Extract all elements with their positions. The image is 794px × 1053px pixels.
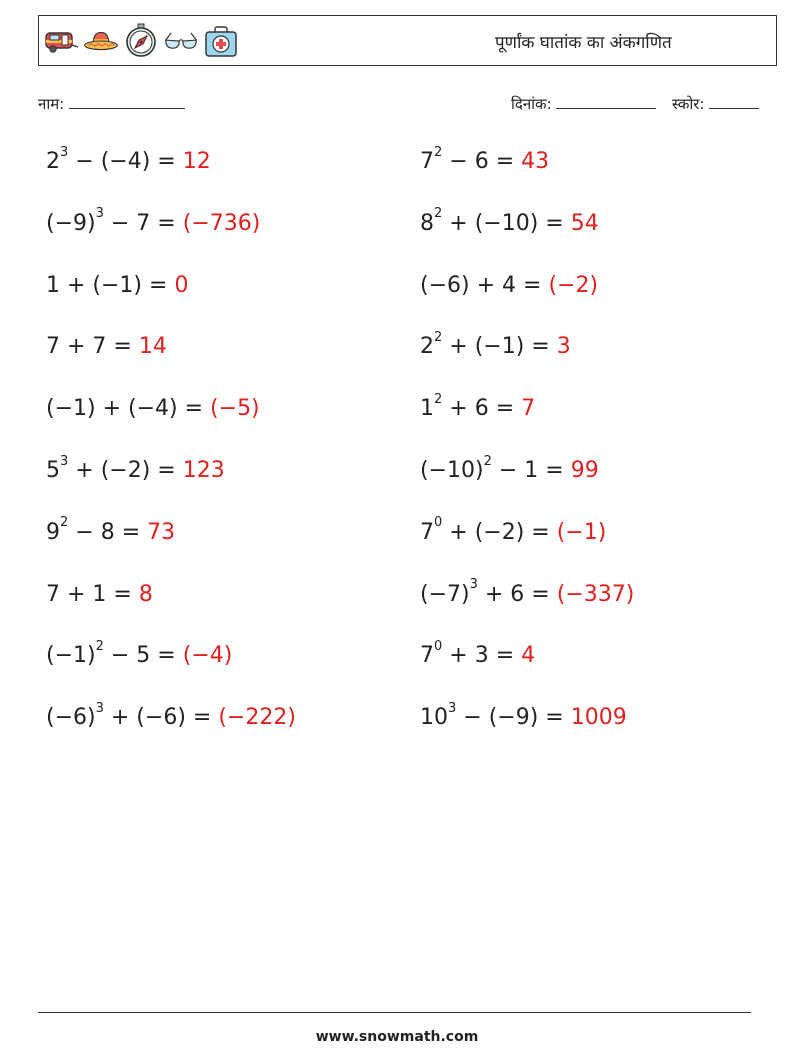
problem-answer: 3 xyxy=(556,334,571,360)
problem-item xyxy=(46,395,260,423)
problem-item xyxy=(46,144,211,176)
problem-answer: (−337) xyxy=(556,581,635,607)
problem-base: 7 + 7 = xyxy=(46,334,139,360)
problem-base: (−10) xyxy=(420,458,484,483)
problem-expression: − (−9) = xyxy=(456,705,571,731)
problem-answer: (−1) xyxy=(556,519,607,545)
problem-answer: 73 xyxy=(147,519,176,545)
problem-item xyxy=(46,453,225,485)
problem-exponent: 3 xyxy=(448,700,457,716)
problem-exponent: 3 xyxy=(95,700,104,716)
problem-item xyxy=(420,453,599,485)
problem-exponent: 2 xyxy=(483,453,492,469)
date-score-fields xyxy=(511,94,759,114)
problem-item xyxy=(420,272,598,300)
problem-base: 7 xyxy=(420,149,434,174)
problem-answer: 0 xyxy=(174,272,189,298)
problem-exponent: 2 xyxy=(434,144,443,160)
problem-answer: 43 xyxy=(521,149,550,174)
problem-item xyxy=(46,639,233,670)
problem-item xyxy=(420,700,627,732)
problem-base: (−7) xyxy=(420,581,470,607)
problem-item xyxy=(420,330,571,361)
problem-expression: − 5 = xyxy=(103,643,183,669)
problem-answer: 8 xyxy=(138,581,153,607)
problem-answer: 123 xyxy=(182,458,225,483)
problem-answer: 14 xyxy=(138,334,167,360)
problem-item xyxy=(46,206,261,238)
problem-expression: − 7 = xyxy=(103,210,183,236)
problem-exponent: 0 xyxy=(434,515,443,531)
date-label: दिनांक: xyxy=(511,95,552,113)
problem-item xyxy=(46,700,296,732)
problem-expression: + (−6) = xyxy=(103,705,219,731)
problem-answer: (−736) xyxy=(182,210,261,236)
problem-item xyxy=(420,391,536,423)
problem-item xyxy=(420,144,550,176)
problem-base: 2 xyxy=(46,149,60,174)
problem-answer: 1009 xyxy=(570,705,627,731)
problem-answer: (−4) xyxy=(182,643,233,669)
problem-item xyxy=(420,206,599,238)
problem-exponent: 3 xyxy=(60,144,69,160)
problem-answer: (−2) xyxy=(548,272,599,298)
sombrero-icon xyxy=(83,22,119,60)
problem-answer: (−222) xyxy=(218,705,296,731)
problem-exponent: 3 xyxy=(469,577,478,593)
score-label: स्कोर: xyxy=(671,95,705,113)
problem-base: 10 xyxy=(420,705,448,731)
caravan-icon xyxy=(43,22,79,60)
problem-expression: + 6 = xyxy=(442,396,522,422)
problem-base: 1 + (−1) = xyxy=(46,272,175,298)
date-blank-line xyxy=(556,94,656,109)
problem-base: (−9) xyxy=(46,210,96,236)
name-field xyxy=(38,94,185,114)
name-label: नाम: xyxy=(38,95,65,113)
problem-base: (−6) + 4 = xyxy=(420,272,549,298)
compass-icon xyxy=(123,22,159,60)
problem-item xyxy=(46,515,176,547)
problem-expression: − 6 = xyxy=(442,149,522,174)
header-icons xyxy=(43,22,239,60)
problem-item xyxy=(46,333,167,361)
problem-item xyxy=(420,639,536,670)
problem-answer: 12 xyxy=(182,149,211,174)
sunglasses-icon xyxy=(163,22,199,60)
problem-expression: + (−2) = xyxy=(442,519,557,545)
problem-answer: (−5) xyxy=(210,396,260,422)
problem-base: 8 xyxy=(420,210,434,236)
problem-answer: 7 xyxy=(521,396,536,422)
problem-item xyxy=(420,577,635,609)
problem-base: 5 xyxy=(46,458,60,483)
problem-base: 7 + 1 = xyxy=(46,581,139,607)
problem-base: 9 xyxy=(46,519,60,545)
first-aid-kit-icon xyxy=(203,22,239,60)
problem-base: (−1) xyxy=(46,643,96,669)
worksheet-header xyxy=(38,15,777,66)
problem-item xyxy=(46,581,153,609)
problem-expression: − (−4) = xyxy=(68,149,183,174)
problem-item xyxy=(420,515,607,547)
problem-base: 7 xyxy=(420,519,434,545)
problem-exponent: 2 xyxy=(434,330,443,346)
problem-expression: + 3 = xyxy=(442,643,522,669)
problem-expression: + 6 = xyxy=(477,581,557,607)
problem-exponent: 0 xyxy=(434,639,443,655)
problem-base: 1 xyxy=(420,396,434,422)
problem-base: 7 xyxy=(420,643,434,669)
score-blank-line xyxy=(709,94,759,109)
problem-exponent: 2 xyxy=(95,639,104,655)
problem-exponent: 3 xyxy=(95,206,104,222)
problem-exponent: 2 xyxy=(434,391,443,407)
problem-expression: + (−1) = xyxy=(442,334,557,360)
footer-url: www.snowmath.com xyxy=(315,1029,479,1045)
problem-exponent: 2 xyxy=(60,515,69,531)
problem-item xyxy=(46,272,188,300)
page-title: पूर्णांक घातांक का अंकगणित xyxy=(495,33,672,53)
problem-base: 2 xyxy=(420,334,434,360)
problem-expression: − 1 = xyxy=(491,458,571,483)
problem-expression: − 8 = xyxy=(68,519,148,545)
problem-base: (−1) + (−4) = xyxy=(46,396,211,422)
name-blank-line xyxy=(69,94,185,109)
problem-answer: 99 xyxy=(570,458,599,483)
problem-base: (−6) xyxy=(46,705,96,731)
footer-divider xyxy=(38,1012,751,1013)
problem-expression: + (−10) = xyxy=(442,210,571,236)
problem-exponent: 2 xyxy=(434,206,443,222)
problem-answer: 54 xyxy=(570,210,599,236)
problem-exponent: 3 xyxy=(60,453,69,469)
problem-answer: 4 xyxy=(521,643,536,669)
problem-expression: + (−2) = xyxy=(68,458,183,483)
